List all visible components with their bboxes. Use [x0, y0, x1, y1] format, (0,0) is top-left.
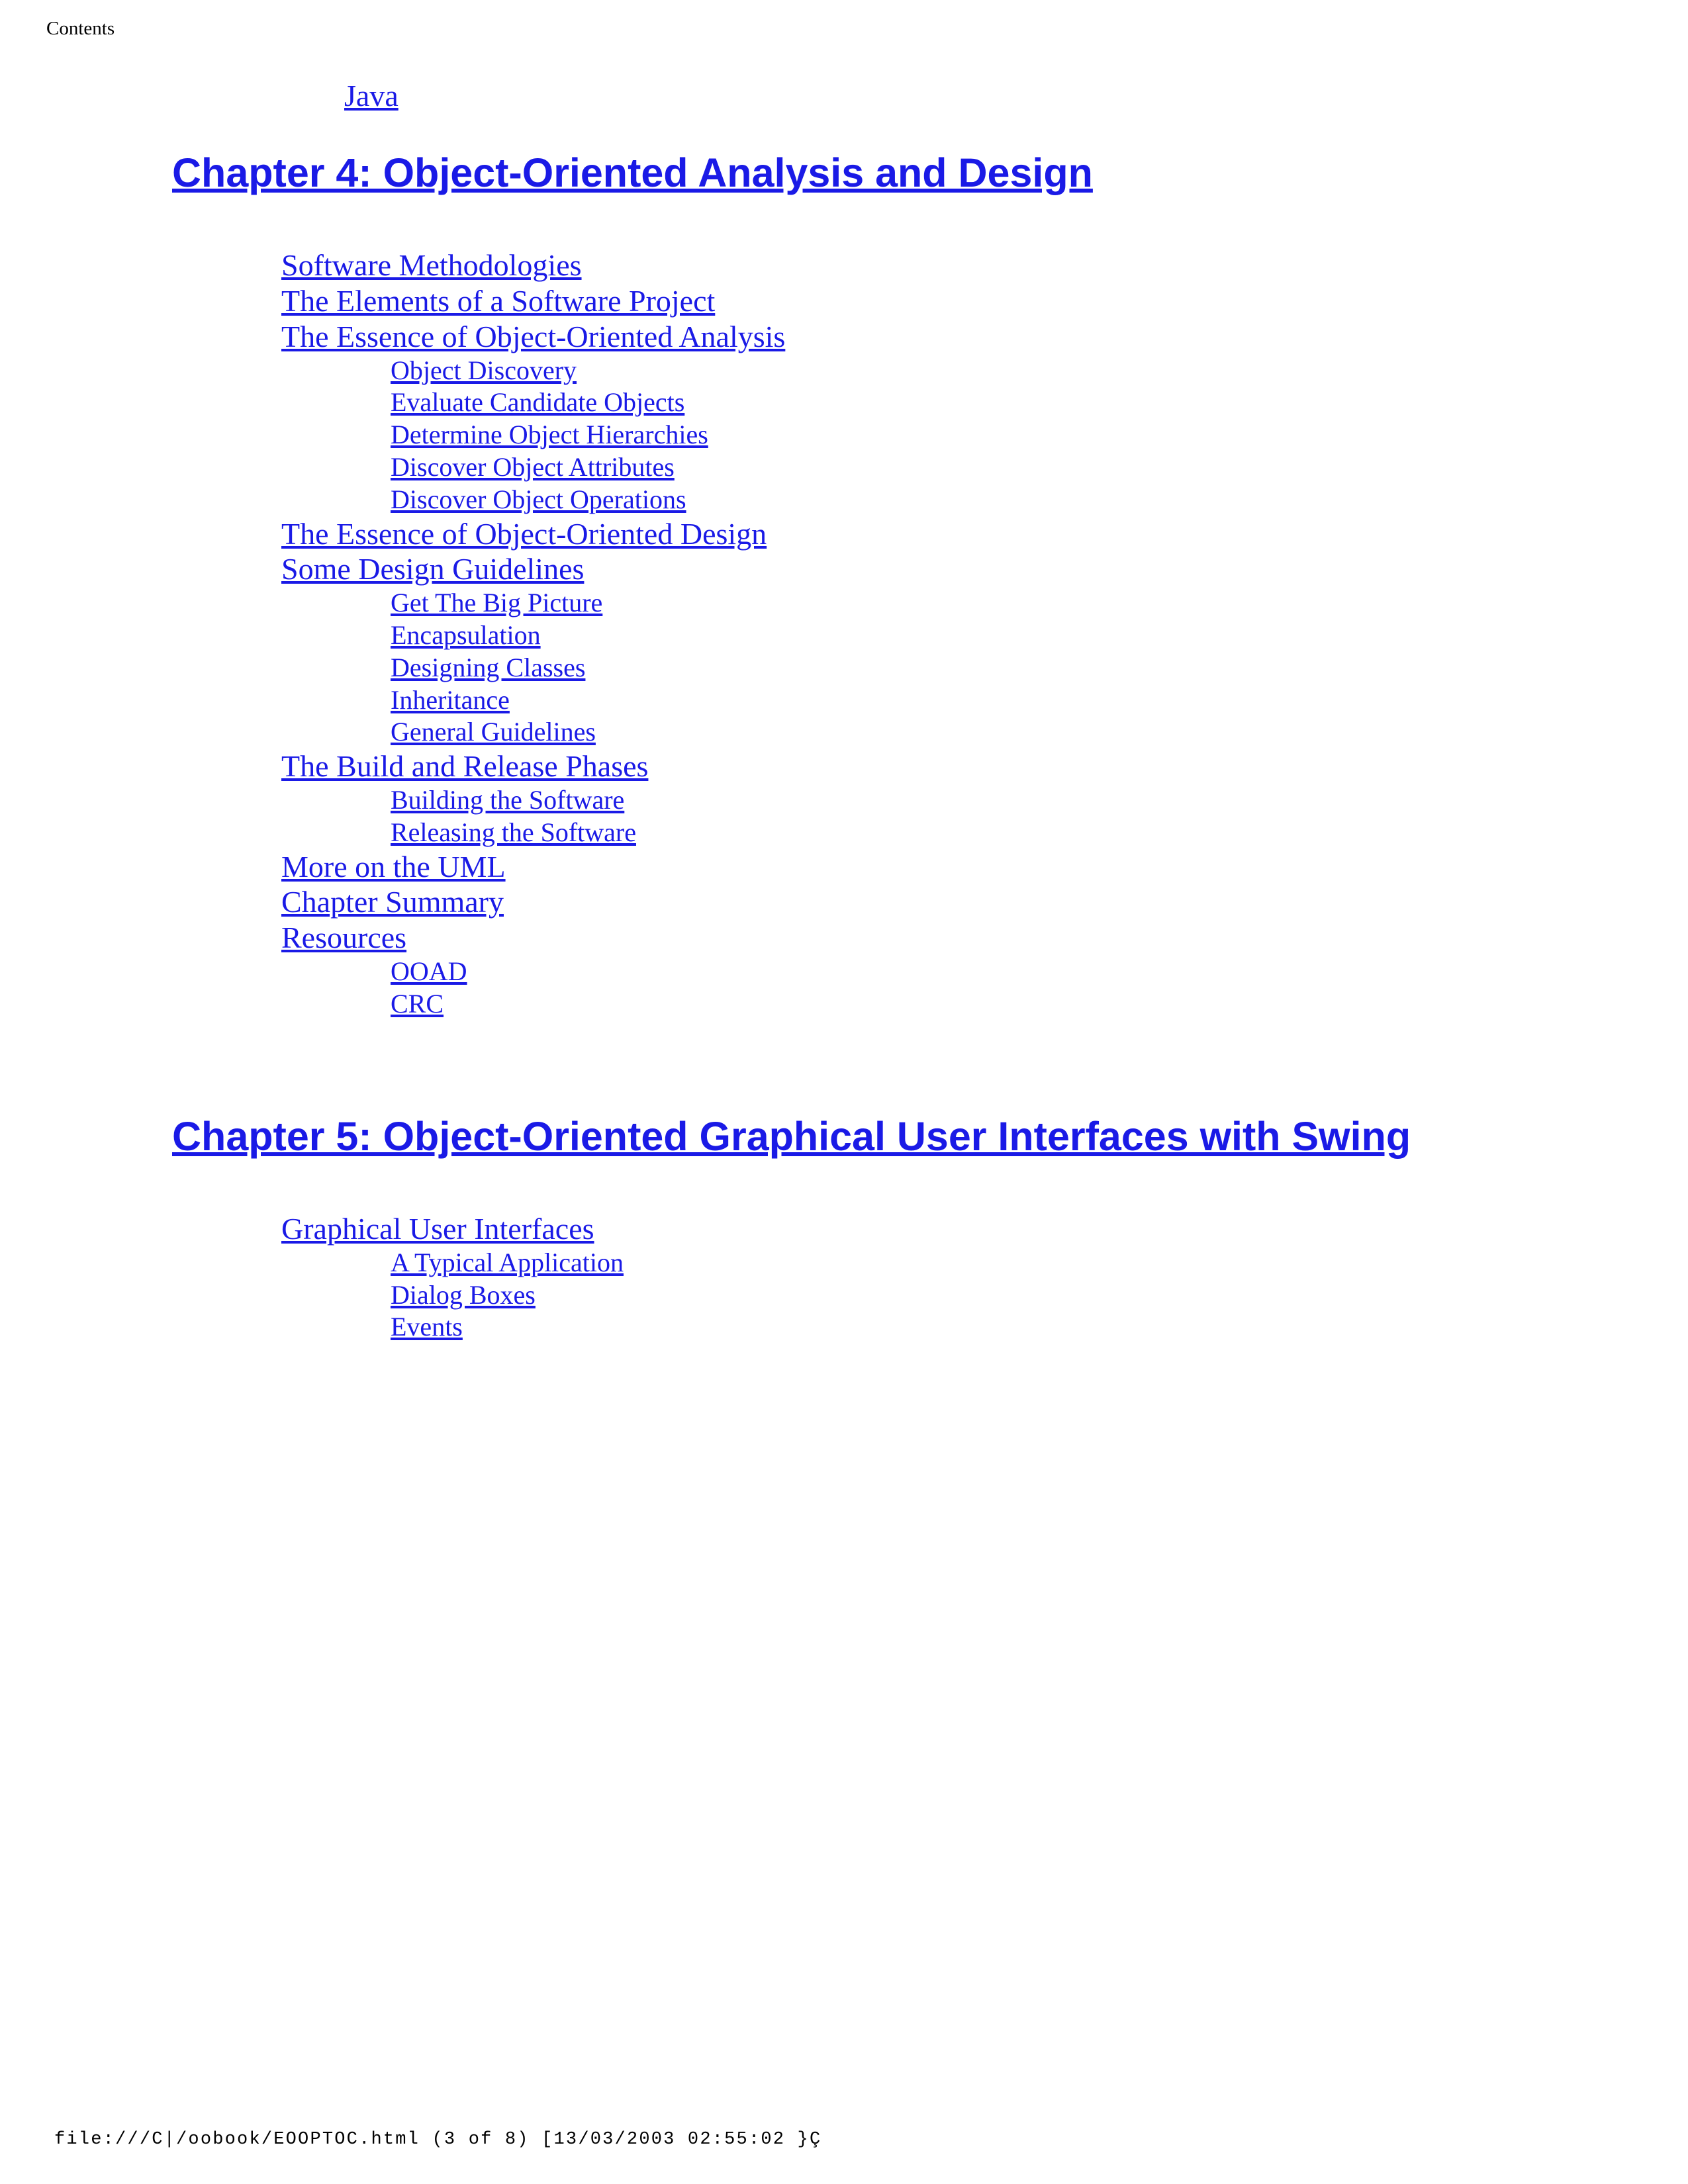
- toc-item: [391, 355, 1648, 387]
- toc-item: [281, 920, 1648, 956]
- chapter-4-heading: [172, 148, 1516, 197]
- toc-link-ooad[interactable]: OOAD: [391, 956, 467, 986]
- toc-item: [391, 587, 1648, 619]
- toc-item: [391, 1279, 1648, 1312]
- chapter-5-heading: [172, 1112, 1516, 1161]
- toc-link-crc[interactable]: CRC: [391, 988, 444, 1019]
- toc-item: [391, 784, 1648, 817]
- toc-item: [391, 956, 1648, 988]
- toc-link-events[interactable]: Events: [391, 1312, 463, 1342]
- page-footer: file:///C|/oobook/EOOPTOC.html (3 of 8) [13/03/2003 02:55:02 }Ç: [54, 2130, 822, 2150]
- toc-link-designing-classes[interactable]: Designing Classes: [391, 652, 586, 682]
- toc-link-general-guidelines[interactable]: General Guidelines: [391, 717, 596, 747]
- toc-item: [391, 684, 1648, 717]
- toc-link-graphical-user-interfaces[interactable]: Graphical User Interfaces: [281, 1211, 594, 1246]
- toc-item: [391, 451, 1648, 484]
- toc-link-java[interactable]: Java: [344, 78, 399, 113]
- toc-item: [391, 1311, 1648, 1343]
- chapter-4-entry-list: [40, 248, 1648, 1020]
- toc-item: [391, 484, 1648, 516]
- toc-link-dialog-boxes[interactable]: Dialog Boxes: [391, 1279, 536, 1310]
- chapter-5-entry-list: [40, 1211, 1648, 1343]
- toc-entry-top: [344, 78, 1648, 114]
- toc-item: [391, 387, 1648, 419]
- toc-link-determine-object-hierarchies[interactable]: Determine Object Hierarchies: [391, 420, 708, 450]
- toc-item: [281, 849, 1648, 885]
- toc-link-more-on-the-uml[interactable]: More on the UML: [281, 849, 506, 884]
- toc-item: [281, 884, 1648, 920]
- toc-item: [281, 283, 1648, 319]
- toc-link-building-the-software[interactable]: Building the Software: [391, 784, 625, 815]
- toc-link-build-and-release-phases[interactable]: The Build and Release Phases: [281, 749, 649, 784]
- toc-item: [391, 716, 1648, 749]
- toc-item: [391, 619, 1648, 652]
- toc-link-object-discovery[interactable]: Object Discovery: [391, 355, 577, 385]
- toc-item: [391, 817, 1648, 849]
- toc-link-software-methodologies[interactable]: Software Methodologies: [281, 248, 582, 283]
- toc-link-chapter-5[interactable]: Chapter 5: Object-Oriented Graphical User Interfaces with Swing: [172, 1113, 1411, 1159]
- toc-item: [281, 516, 1648, 552]
- toc-link-chapter-summary[interactable]: Chapter Summary: [281, 885, 504, 919]
- toc-item: [281, 1211, 1648, 1247]
- toc-link-get-the-big-picture[interactable]: Get The Big Picture: [391, 588, 603, 618]
- toc-item: [391, 988, 1648, 1021]
- toc-link-essence-of-oo-design[interactable]: The Essence of Object-Oriented Design: [281, 516, 767, 551]
- toc-link-elements-of-a-software-project[interactable]: The Elements of a Software Project: [281, 283, 716, 318]
- toc-link-some-design-guidelines[interactable]: Some Design Guidelines: [281, 552, 585, 586]
- toc-item: [281, 248, 1648, 283]
- toc-link-resources[interactable]: Resources: [281, 921, 407, 955]
- page-header-label: Contents: [46, 18, 115, 39]
- toc-link-discover-object-attributes[interactable]: Discover Object Attributes: [391, 451, 675, 482]
- toc-link-encapsulation[interactable]: Encapsulation: [391, 619, 541, 650]
- toc-item: [281, 319, 1648, 355]
- toc-item: [281, 749, 1648, 784]
- toc-link-discover-object-operations[interactable]: Discover Object Operations: [391, 484, 686, 514]
- toc-content: [40, 78, 1648, 1343]
- toc-link-inheritance[interactable]: Inheritance: [391, 684, 510, 715]
- toc-link-releasing-the-software[interactable]: Releasing the Software: [391, 817, 636, 847]
- toc-item: [391, 652, 1648, 684]
- toc-link-chapter-4[interactable]: Chapter 4: Object-Oriented Analysis and Design: [172, 150, 1093, 195]
- toc-link-a-typical-application[interactable]: A Typical Application: [391, 1247, 624, 1277]
- toc-link-evaluate-candidate-objects[interactable]: Evaluate Candidate Objects: [391, 387, 685, 418]
- toc-link-essence-of-oo-analysis[interactable]: The Essence of Object-Oriented Analysis: [281, 319, 786, 353]
- toc-item: [391, 419, 1648, 451]
- toc-item: [391, 1247, 1648, 1279]
- toc-item: [281, 551, 1648, 587]
